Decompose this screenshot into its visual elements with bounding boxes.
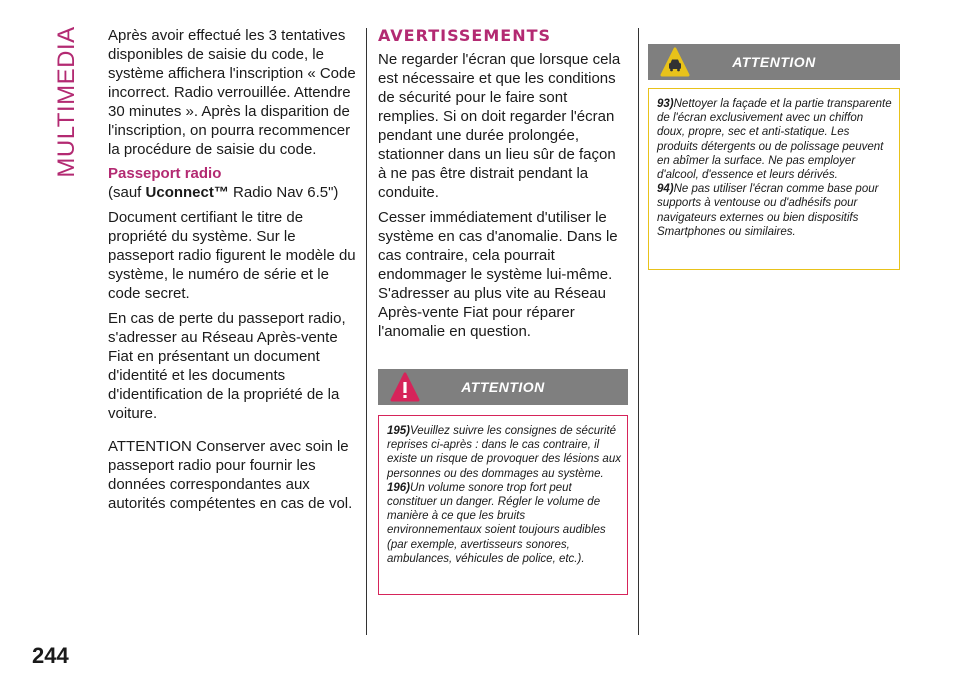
paragraph: En cas de perte du passeport radio, s'adresser au Réseau Après-vente Fiat en présentant un document d'identité et les documents d'identification de la propriété de la voiture. [108, 310, 346, 422]
section-side-label: MULTIMEDIA [53, 26, 80, 178]
warning-block [648, 44, 900, 270]
warning-title: ATTENTION [461, 379, 545, 395]
column-divider [638, 28, 639, 635]
page-number: 244 [32, 643, 69, 668]
warning-content [378, 415, 628, 595]
paragraph: Document certifiant le titre de propriété du système. Sur le passeport radio figurent le modèle du système, le numéro de série et le code secret. [108, 209, 356, 302]
warning-block [378, 369, 628, 595]
passport-heading: Passeport radio [108, 165, 222, 182]
warning-header [648, 44, 900, 80]
warning-title: ATTENTION [732, 54, 816, 70]
column-left [108, 26, 356, 519]
column-right [648, 44, 900, 270]
paragraph: Cesser immédiatement d'utiliser le système en cas d'anomalie. Dans le cas contraire, cela pourrait endommager le système lui-même. S'adresser au plus vite au Réseau Après-vente Fiat pour réparer l'anomalie en question. [378, 209, 618, 340]
warning-item: 94)Ne pas utiliser l'écran comme base pour supports à ventouse ou d'adhésifs pour navigateurs externes ou bien dispositifs Smartphones ou similaires. [657, 183, 879, 238]
column-divider [366, 28, 367, 635]
passport-subtitle: (sauf Uconnect™ Radio Nav 6.5") [108, 184, 339, 201]
warning-item: 195)Veuillez suivre les consignes de sécurité reprises ci-après : dans le cas contraire, il existe un risque de provoquer des lésions aux personnes ou des dommages au système. [387, 425, 621, 480]
paragraph: Après avoir effectué les 3 tentatives disponibles de saisie du code, le système affichera l'inscription « Code incorrect. Radio verrouillée. Attendre 30 minutes ». Après la disparition de l'inscription, on pourra recommencer la procédure de saisie du code. [108, 27, 356, 158]
section-heading: AVERTISSEMENTS [378, 26, 552, 45]
warning-item: 196)Un volume sonore trop fort peut constituer un danger. Régler le volume de manière à ce que les bruits environnementaux soient toujours audibles (par exemple, avertisseurs sonores, ambulances, véhicules de police, etc.). [387, 481, 606, 565]
warning-item: 93)Nettoyer la façade et la partie transparente de l'écran exclusivement avec un chiffon doux, propre, sec et anti-statique. Les produits détergents ou de polissage peuvent en abîmer la surface. Ne pas employer d'alcool, d'essence et leurs dérivés. [657, 98, 892, 182]
column-middle [378, 26, 628, 595]
paragraph: ATTENTION Conserver avec soin le passeport radio pour fournir les données correspondantes aux autorités compétentes en cas de vol. [108, 438, 353, 512]
warning-content [648, 88, 900, 270]
warning-header [378, 369, 628, 405]
paragraph: Ne regarder l'écran que lorsque cela est nécessaire et que les conditions de sécurité pour le faire sont remplies. Si on doit regarder l'écran pendant une durée prolongée, stationner dans un lieu sûr de façon à ne pas être distrait pendant la conduite. [378, 51, 621, 201]
